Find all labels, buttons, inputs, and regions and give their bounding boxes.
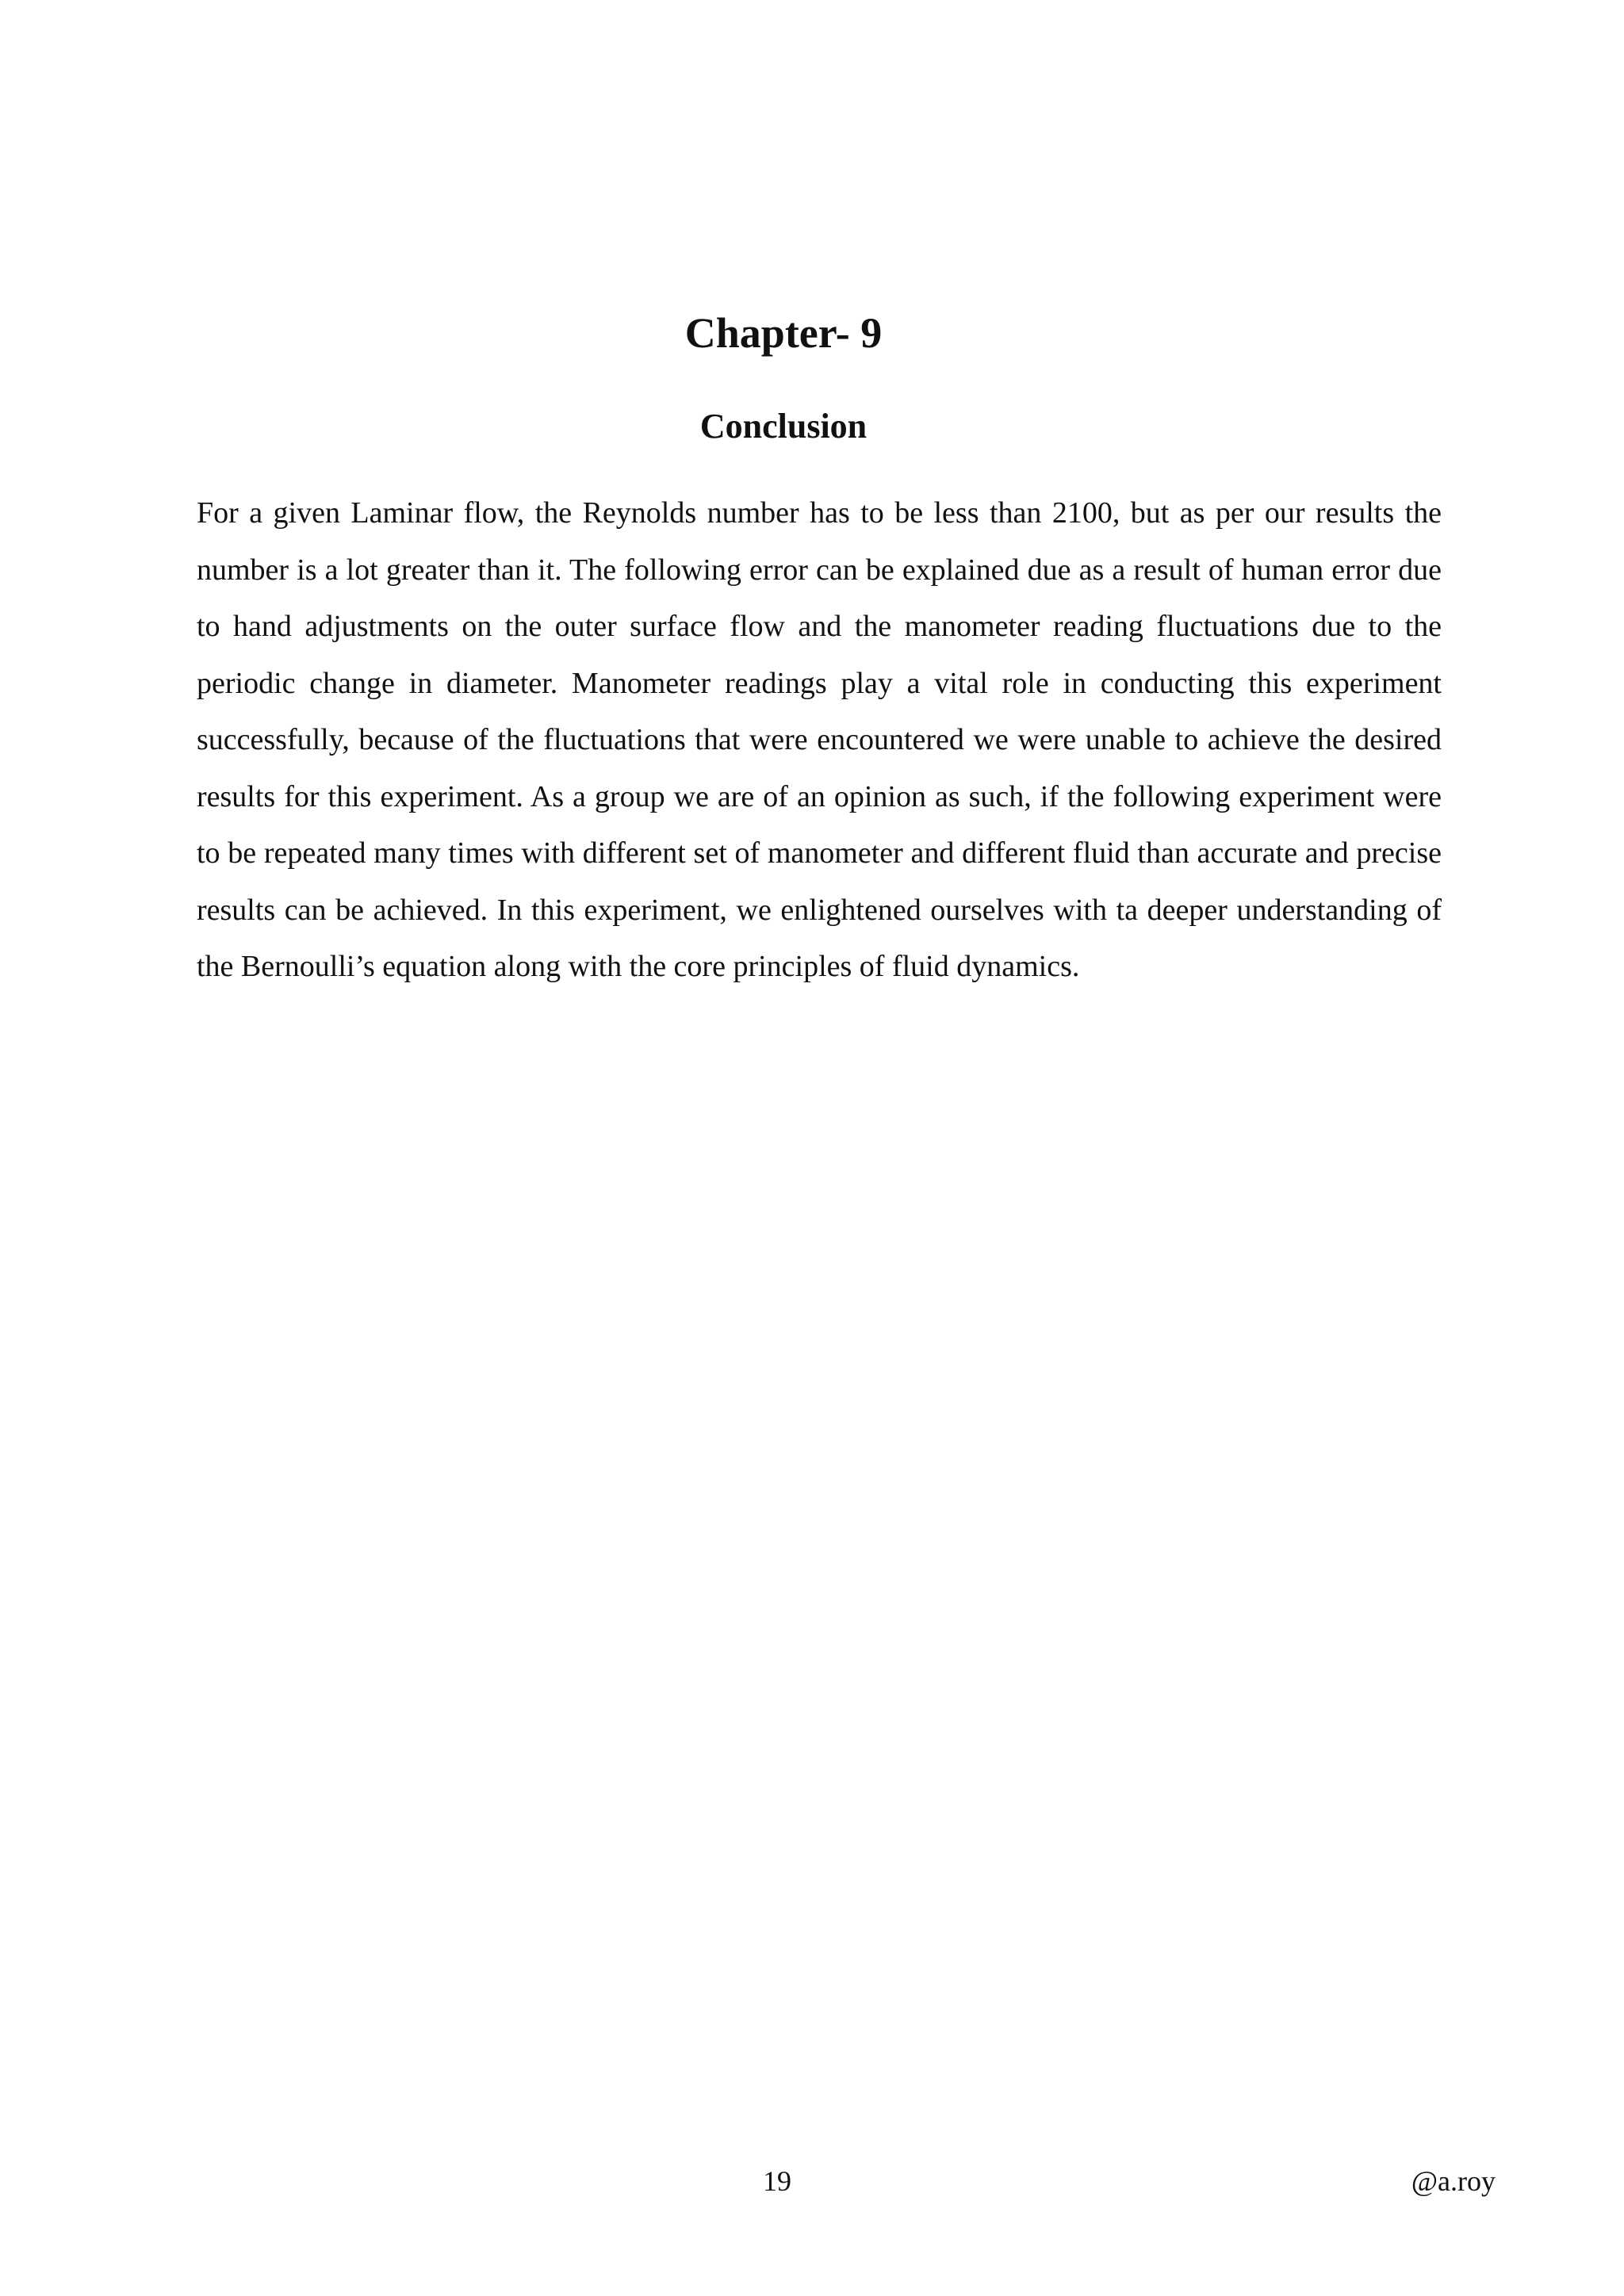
section-title: Conclusion — [699, 407, 868, 446]
page-number: 19 — [763, 2165, 791, 2197]
conclusion-paragraph: For a given Laminar flow, the Reynolds number has to be less than 2100, but as per our results the number is a lot greater than it. The following error can be explained due as a result of human error due to hand adjustments on the outer surface flow and the manometer reading fluctuations due to the periodic change in diameter. Manometer readings play a vital role in conducting this experiment successfully, because of the fluctuations that were encountered we were unable to achieve the desired results for this experiment. As a group we are of an opinion as such, if the following experiment were to be repeated many times with different set of manometer and different fluid than accurate and precise results can be achieved. In this experiment, we enlightened ourselves with ta deeper understanding of the Bernoulli’s equation along with the core principles of fluid dynamics. — [197, 496, 1442, 983]
author-tag: @a.roy — [1411, 2165, 1496, 2197]
chapter-title: Chapter- 9 — [684, 309, 883, 357]
